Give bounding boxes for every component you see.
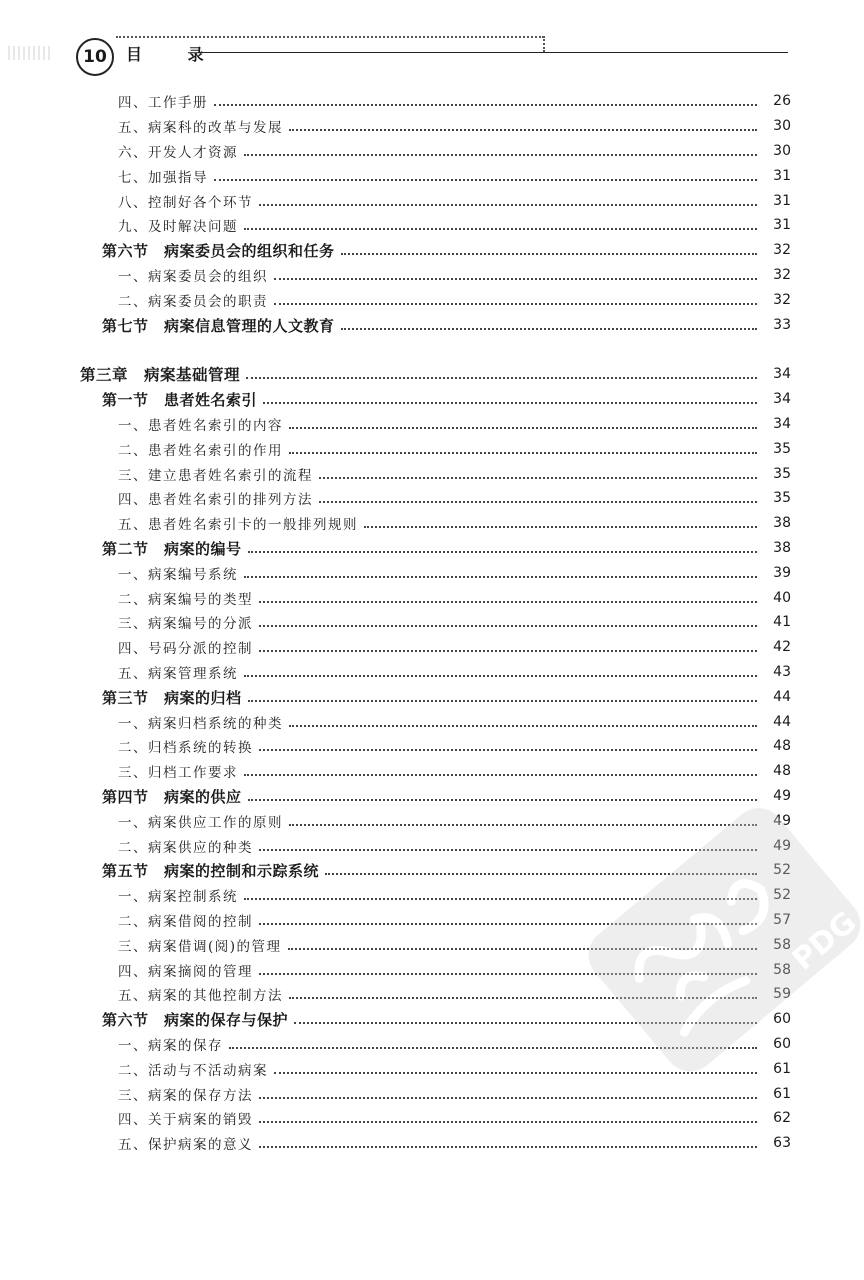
toc-item <box>118 412 791 436</box>
toc-section <box>102 313 791 337</box>
toc-item <box>118 114 791 138</box>
toc-section <box>102 238 791 262</box>
toc-item-page: 62 <box>773 1110 791 1126</box>
toc-item <box>118 610 791 634</box>
toc-section-page: 32 <box>773 242 791 258</box>
toc-chapter <box>80 362 791 386</box>
dot-leader <box>244 214 757 230</box>
dot-leader <box>248 537 757 553</box>
toc-item <box>118 437 791 461</box>
toc-item <box>118 164 791 188</box>
toc-item-title: 四、工作手册 <box>118 95 208 111</box>
toc-item-title: 三、病案编号的分派 <box>118 616 253 632</box>
dot-leader <box>341 239 757 255</box>
toc-item <box>118 834 791 858</box>
toc-item <box>118 486 791 510</box>
toc-item-page: 63 <box>773 1135 791 1151</box>
toc-section-title: 第六节 病案委员会的组织和任务 <box>102 241 335 260</box>
dot-leader <box>274 1058 757 1074</box>
toc-item-page: 42 <box>773 639 791 655</box>
dot-leader <box>319 463 757 479</box>
toc-item-title: 二、病案编号的类型 <box>118 592 253 608</box>
toc-item-page: 34 <box>773 416 791 432</box>
dot-leader <box>341 314 757 330</box>
toc-item-page: 30 <box>773 143 791 159</box>
toc-item-title: 三、归档工作要求 <box>118 765 238 781</box>
toc-item-page: 35 <box>773 441 791 457</box>
toc-section-title: 第六节 病案的保存与保护 <box>102 1010 289 1029</box>
toc-item <box>118 561 791 585</box>
toc-item-page: 58 <box>773 962 791 978</box>
toc-section-title: 第二节 病案的编号 <box>102 539 242 558</box>
toc-item <box>118 288 791 312</box>
toc-item-page: 31 <box>773 217 791 233</box>
page-number: 10 <box>83 47 107 67</box>
toc-section-title: 第七节 病案信息管理的人文教育 <box>102 316 335 335</box>
toc-item <box>118 982 791 1006</box>
toc-item-page: 52 <box>773 887 791 903</box>
toc-item-title: 二、患者姓名索引的作用 <box>118 443 283 459</box>
dot-leader <box>259 636 757 652</box>
dot-leader <box>319 487 757 503</box>
dot-leader <box>244 884 757 900</box>
toc-item <box>118 139 791 163</box>
toc-item-title: 六、开发人才资源 <box>118 145 238 161</box>
dot-leader <box>259 190 757 206</box>
dot-leader <box>289 413 757 429</box>
toc-item <box>118 660 791 684</box>
dot-leader <box>214 90 757 106</box>
toc-section-page: 38 <box>773 540 791 556</box>
dot-leader <box>244 661 757 677</box>
toc-item-title: 四、关于病案的销毁 <box>118 1112 253 1128</box>
toc-item-page: 32 <box>773 292 791 308</box>
dot-leader <box>259 611 757 627</box>
dot-leader <box>288 934 757 950</box>
toc-item <box>118 586 791 610</box>
toc-item-title: 一、患者姓名索引的内容 <box>118 418 283 434</box>
toc-item-title: 二、病案借阅的控制 <box>118 914 253 930</box>
toc-item-title: 二、病案供应的种类 <box>118 840 253 856</box>
dot-leader <box>259 909 757 925</box>
dot-leader <box>259 1107 757 1123</box>
toc-item-page: 57 <box>773 912 791 928</box>
dot-leader <box>246 363 757 379</box>
dot-leader <box>259 959 757 975</box>
toc-item-page: 41 <box>773 614 791 630</box>
dot-leader <box>289 438 757 454</box>
toc-item-page: 38 <box>773 515 791 531</box>
toc-item <box>118 189 791 213</box>
toc-item <box>118 213 791 237</box>
dot-leader <box>244 760 757 776</box>
toc-item <box>118 734 791 758</box>
toc-item-title: 一、病案供应工作的原则 <box>118 815 283 831</box>
toc-section-page: 33 <box>773 317 791 333</box>
dot-leader <box>289 983 757 999</box>
toc-section-page: 34 <box>773 391 791 407</box>
dot-leader <box>263 388 757 404</box>
running-title: 目 录 <box>126 45 224 64</box>
toc-section-title: 第五节 病案的控制和示踪系统 <box>102 861 320 880</box>
toc-item <box>118 1131 791 1155</box>
dot-leader <box>259 835 757 851</box>
toc-item-title: 九、及时解决问题 <box>118 219 238 235</box>
toc-section-title: 第四节 病案的供应 <box>102 787 242 806</box>
toc-item <box>118 883 791 907</box>
toc-item-title: 三、病案的保存方法 <box>118 1088 253 1104</box>
toc-item <box>118 462 791 486</box>
dot-leader <box>364 512 757 528</box>
dot-leader <box>294 1008 757 1024</box>
toc-section-page: 60 <box>773 1011 791 1027</box>
toc-chapter-title: 第三章 病案基础管理 <box>80 365 241 384</box>
toc-item <box>118 263 791 287</box>
toc-item <box>118 908 791 932</box>
toc-section <box>102 1007 791 1031</box>
toc-item-title: 三、建立患者姓名索引的流程 <box>118 468 313 484</box>
toc-item-page: 40 <box>773 590 791 606</box>
toc-item-page: 58 <box>773 937 791 953</box>
toc-item-title: 一、病案控制系统 <box>118 889 238 905</box>
toc-item-title: 二、病案委员会的职责 <box>118 294 268 310</box>
toc-section-title: 第三节 病案的归档 <box>102 688 242 707</box>
toc-section-page: 44 <box>773 689 791 705</box>
dot-leader <box>244 562 757 578</box>
toc-item <box>118 1032 791 1056</box>
toc-item-page: 61 <box>773 1086 791 1102</box>
toc-item-page: 59 <box>773 986 791 1002</box>
toc-section <box>102 685 791 709</box>
toc-item <box>118 635 791 659</box>
toc-item-page: 31 <box>773 193 791 209</box>
dot-leader <box>259 587 757 603</box>
toc-section <box>102 387 791 411</box>
dot-leader <box>289 810 757 826</box>
dot-leader <box>248 785 757 801</box>
toc-item-title: 四、患者姓名索引的排列方法 <box>118 492 313 508</box>
dot-leader <box>244 140 757 156</box>
toc-item-page: 44 <box>773 714 791 730</box>
toc-item-title: 一、病案委员会的组织 <box>118 269 268 285</box>
toc-item-title: 三、病案借调(阅)的管理 <box>118 939 282 955</box>
dot-leader <box>259 1132 757 1148</box>
toc-item-title: 七、加强指导 <box>118 170 208 186</box>
toc-item-page: 48 <box>773 763 791 779</box>
toc-item-title: 五、保护病案的意义 <box>118 1137 253 1153</box>
dot-leader <box>274 264 757 280</box>
toc-section <box>102 536 791 560</box>
toc-item <box>118 1057 791 1081</box>
toc-item <box>118 933 791 957</box>
toc-item <box>118 1106 791 1130</box>
toc-item-page: 49 <box>773 813 791 829</box>
toc-section-title: 第一节 患者姓名索引 <box>102 390 258 409</box>
toc-item-title: 一、病案的保存 <box>118 1038 223 1054</box>
toc-item <box>118 710 791 734</box>
toc-item-page: 39 <box>773 565 791 581</box>
toc-item-page: 61 <box>773 1061 791 1077</box>
toc-item-title: 八、控制好各个环节 <box>118 195 253 211</box>
toc-section-page: 52 <box>773 862 791 878</box>
toc-item-title: 四、号码分派的控制 <box>118 641 253 657</box>
toc-item-page: 48 <box>773 738 791 754</box>
toc-item <box>118 809 791 833</box>
toc-item-title: 五、病案管理系统 <box>118 666 238 682</box>
toc-item-title: 四、病案摘阅的管理 <box>118 964 253 980</box>
dot-leader <box>274 289 757 305</box>
toc-item-page: 43 <box>773 664 791 680</box>
toc-item-page: 60 <box>773 1036 791 1052</box>
dot-leader <box>289 115 757 131</box>
toc-item <box>118 511 791 535</box>
dot-leader <box>259 735 757 751</box>
watermark-text: PDG <box>785 904 864 978</box>
toc-item <box>118 759 791 783</box>
toc-item-title: 五、病案科的改革与发展 <box>118 120 283 136</box>
dot-leader <box>259 1083 757 1099</box>
dot-leader <box>214 165 757 181</box>
dot-leader <box>325 859 757 875</box>
toc-item-title: 五、患者姓名索引卡的一般排列规则 <box>118 517 358 533</box>
dot-leader <box>289 711 757 727</box>
toc-item-page: 32 <box>773 267 791 283</box>
toc-item-title: 一、病案编号系统 <box>118 567 238 583</box>
toc-item-title: 二、归档系统的转换 <box>118 740 253 756</box>
toc-item <box>118 1082 791 1106</box>
dot-leader <box>248 686 757 702</box>
toc-item-page: 30 <box>773 118 791 134</box>
toc-section <box>102 858 791 882</box>
toc-item-page: 35 <box>773 466 791 482</box>
toc-item-title: 一、病案归档系统的种类 <box>118 716 283 732</box>
toc-item <box>118 958 791 982</box>
toc-item <box>118 89 791 113</box>
toc-section-page: 49 <box>773 788 791 804</box>
toc-item-title: 二、活动与不活动病案 <box>118 1063 268 1079</box>
toc-section <box>102 784 791 808</box>
toc-item-page: 31 <box>773 168 791 184</box>
toc-item-page: 26 <box>773 93 791 109</box>
toc-item-page: 35 <box>773 490 791 506</box>
dot-leader <box>229 1033 757 1049</box>
toc-item-title: 五、病案的其他控制方法 <box>118 988 283 1004</box>
toc-item-page: 49 <box>773 838 791 854</box>
toc-chapter-page: 34 <box>773 366 791 382</box>
